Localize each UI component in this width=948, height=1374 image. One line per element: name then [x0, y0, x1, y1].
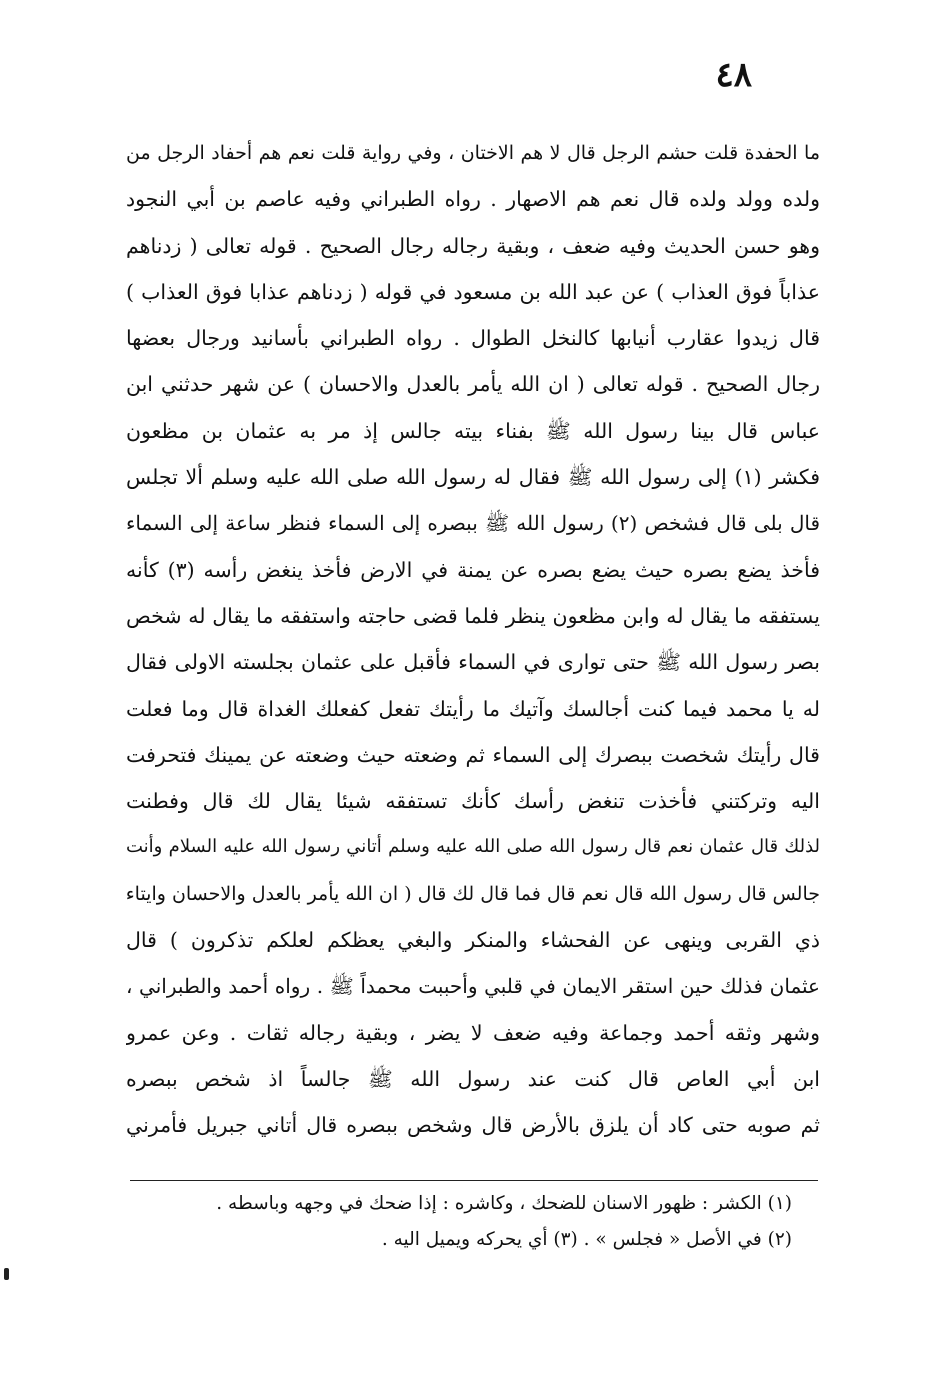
- text-line: فأخذ يضع بصره حيث يضع بصره عن يمنة في الارض فأخذ ينغض رأسه (٣) كأنه: [126, 557, 820, 582]
- text-line: ما الحفدة قلت حشم الرجل قال لا هم الاختان ، وفي رواية قلت نعم هم أحفاد الرجل من: [126, 142, 820, 164]
- text-line: قال زيدوا عقارب أنيابها كالنخل الطوال . رواه الطبراني بأسانيد ورجال بعضها: [126, 326, 820, 351]
- text-line: اليه وتركتني فأخذت تنغض رأسك كأنك تستفقه شيئا يقال لك قال وفطنت: [126, 789, 820, 814]
- footnote-line: (١) الكشر : ظهور الاسنان للضحك ، وكاشره : إذا ضحك في وجهه وباسطه .: [216, 1193, 792, 1214]
- text-line: بصر رسول الله ﷺ حتى توارى في السماء فأقبل على عثمان بجلسته الاولى فقال: [126, 650, 820, 675]
- page-number: ٤٨: [715, 55, 752, 95]
- text-line: ابن أبي العاص قال كنت عند رسول الله ﷺ جالساً اذ شخص ببصره: [126, 1066, 820, 1091]
- text-line: قال رأيتك شخصت ببصرك إلى السماء ثم وضعته حيث وضعته عن يمينك فتحرفت: [126, 742, 820, 767]
- text-line: له يا محمد فيما كنت أجالسك وآتيك ما رأيتك تفعل كفعلك الغداة قال وما فعلت: [126, 696, 820, 721]
- text-line: وشهر وثقه أحمد وجماعة وفيه ضعف لا يضر ، وبقية رجاله ثقات . وعن عمرو: [126, 1020, 820, 1045]
- text-line: جالس قال رسول الله قال نعم قال فما قال لك قال ( ان الله يأمر بالعدل والاحسان وايتاء: [126, 882, 820, 905]
- text-line: ذي القربى وينهى عن الفحشاء والمنكر والبغي يعظكم لعلكم تذكرون ) قال: [126, 928, 820, 953]
- text-line: قال بلى قال فشخص (٢) رسول الله ﷺ ببصره إلى السماء فنظر ساعة إلى السماء: [126, 511, 820, 536]
- text-line: عذاباً فوق العذاب ) عن عبد الله بن مسعود في قوله ( زدناهم عذابا فوق العذاب ): [126, 279, 820, 304]
- text-line: عباس قال بينا رسول الله ﷺ بفناء بيته جالس إذ مر به عثمان بن مظعون: [126, 418, 820, 443]
- text-line: عثمان فذلك حين استقر الايمان في قلبي وأحببت محمداً ﷺ . رواه أحمد والطبراني ،: [126, 974, 820, 999]
- text-line: وهو حسن الحديث وفيه ضعف ، وبقية رجاله رجال الصحيح . قوله تعالى ( زدناهم: [126, 233, 820, 258]
- main-text: [126, 130, 820, 1149]
- text-line: ولده وولد ولده قال نعم هم الاصهار . رواه الطبراني وفيه عاصم بن أبي النجود: [126, 187, 820, 212]
- text-line: رجال الصحيح . قوله تعالى ( ان الله يأمر بالعدل والاحسان ) عن شهر حدثني ابن: [126, 372, 820, 397]
- footnote-line: (٢) في الأصل « فجلس » . (٣) أي يحركه ويميل اليه .: [381, 1229, 792, 1250]
- scan-edge-mark: [4, 1268, 9, 1280]
- text-line: يستفقه ما يقال له وابن مظعون ينظر فلما قضى حاجته واستفقه ما يقال له شخص: [126, 603, 820, 628]
- text-line: فكشر (١) إلى رسول الله ﷺ فقال له رسول الله صلى الله عليه وسلم ألا تجلس: [126, 465, 820, 490]
- text-line: ثم صوبه حتى كاد أن يلزق بالأرض قال وشخص ببصره قال أتاني جبريل فأمرني: [126, 1113, 820, 1138]
- footnote-divider: [130, 1180, 818, 1181]
- footnotes: [170, 1186, 792, 1258]
- text-line: لذلك قال عثمان نعم قال رسول الله صلى الله عليه وسلم أتاني رسول الله عليه السلام وأنت: [126, 836, 820, 858]
